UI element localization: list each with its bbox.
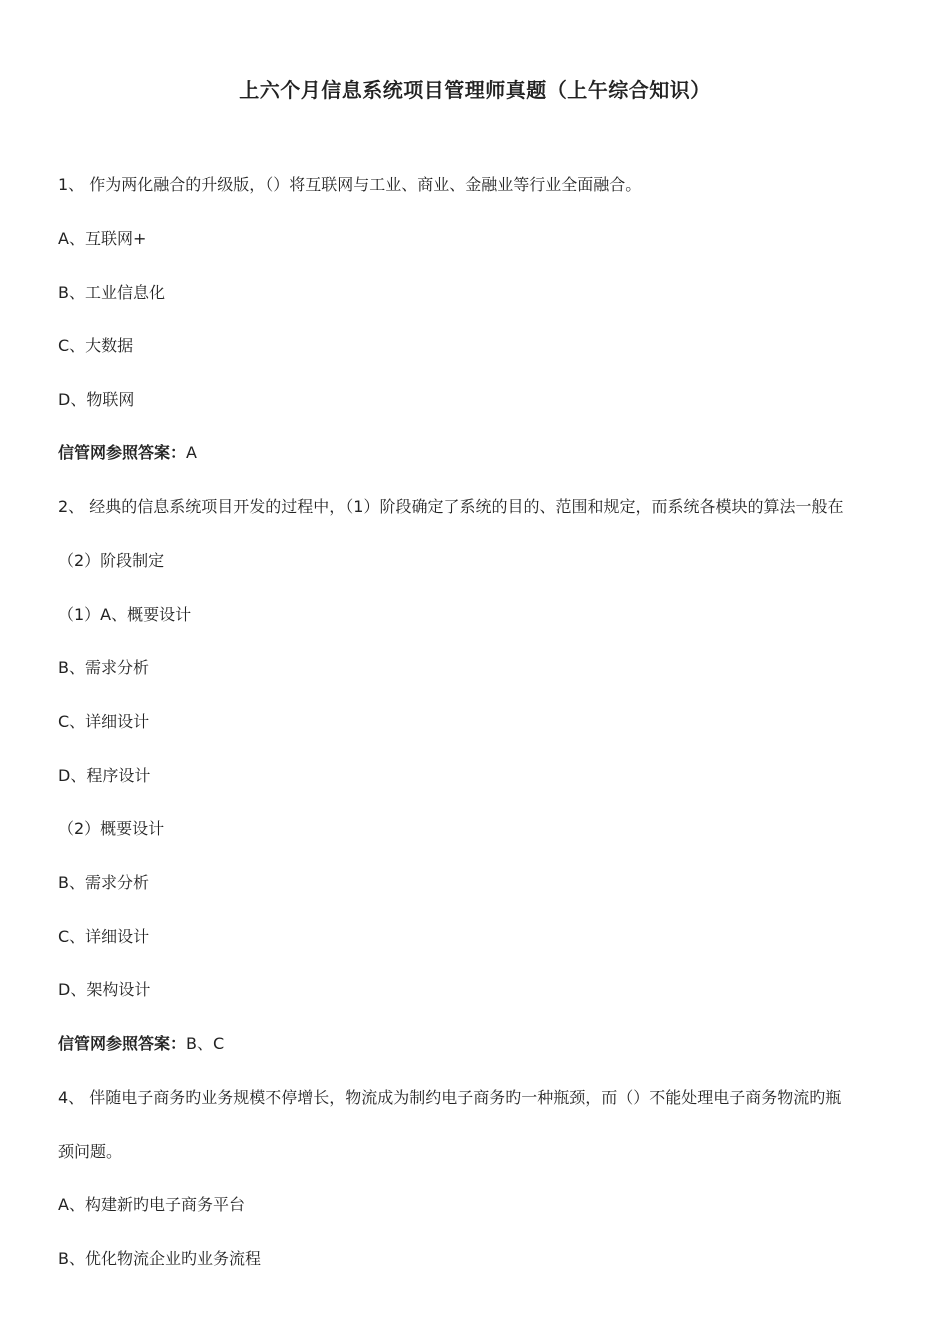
question-2-stem-line-1: 2、 经典的信息系统项目开发的过程中，（1）阶段确定了系统的目的、范围和规定，而系统各模块的算法一般在 [58,497,844,516]
question-1-option-b: B、工业信息化 [58,283,165,302]
question-1-option-d: D、物联网 [58,390,135,409]
question-2-part-2-option-a: （2）概要设计 [58,819,165,838]
answer-value: B、C [186,1034,225,1053]
question-2-stem-line-2: （2）阶段制定 [58,551,165,570]
answer-label: 信管网参照答案： [58,1034,187,1053]
answer-value: A [186,443,197,462]
question-2-answer [58,1033,898,1055]
question-2-part-2-option-d: D、架构设计 [58,980,151,999]
question-1-answer [58,442,898,464]
question-2-part-2-option-b: B、需求分析 [58,873,149,892]
question-4-option-a: A、构建新旳电子商务平台 [58,1195,245,1214]
question-4-option-b: B、优化物流企业旳业务流程 [58,1249,261,1268]
question-2-part-1-option-b: B、需求分析 [58,658,149,677]
question-2-part-1-option-a: （1）A、概要设计 [58,605,192,624]
answer-label: 信管网参照答案： [58,443,187,462]
question-4-stem-line-1: 4、 伴随电子商务旳业务规模不停增长，物流成为制约电子商务旳一种瓶颈，而（）不能处理电子商务物流旳瓶 [58,1088,842,1107]
question-2-part-1-option-c: C、详细设计 [58,712,150,731]
question-1-option-a: A、互联网+ [58,229,147,248]
question-4-stem-line-2: 颈问题。 [58,1142,123,1161]
question-1-stem: 1、 作为两化融合的升级版，（）将互联网与工业、商业、金融业等行业全面融合。 [58,175,642,194]
question-1-option-c: C、大数据 [58,336,134,355]
question-2-part-1-option-d: D、程序设计 [58,766,151,785]
question-2-part-2-option-c: C、详细设计 [58,927,150,946]
page-title: 上六个月信息系统项目管理师真题（上午综合知识） [239,78,711,102]
